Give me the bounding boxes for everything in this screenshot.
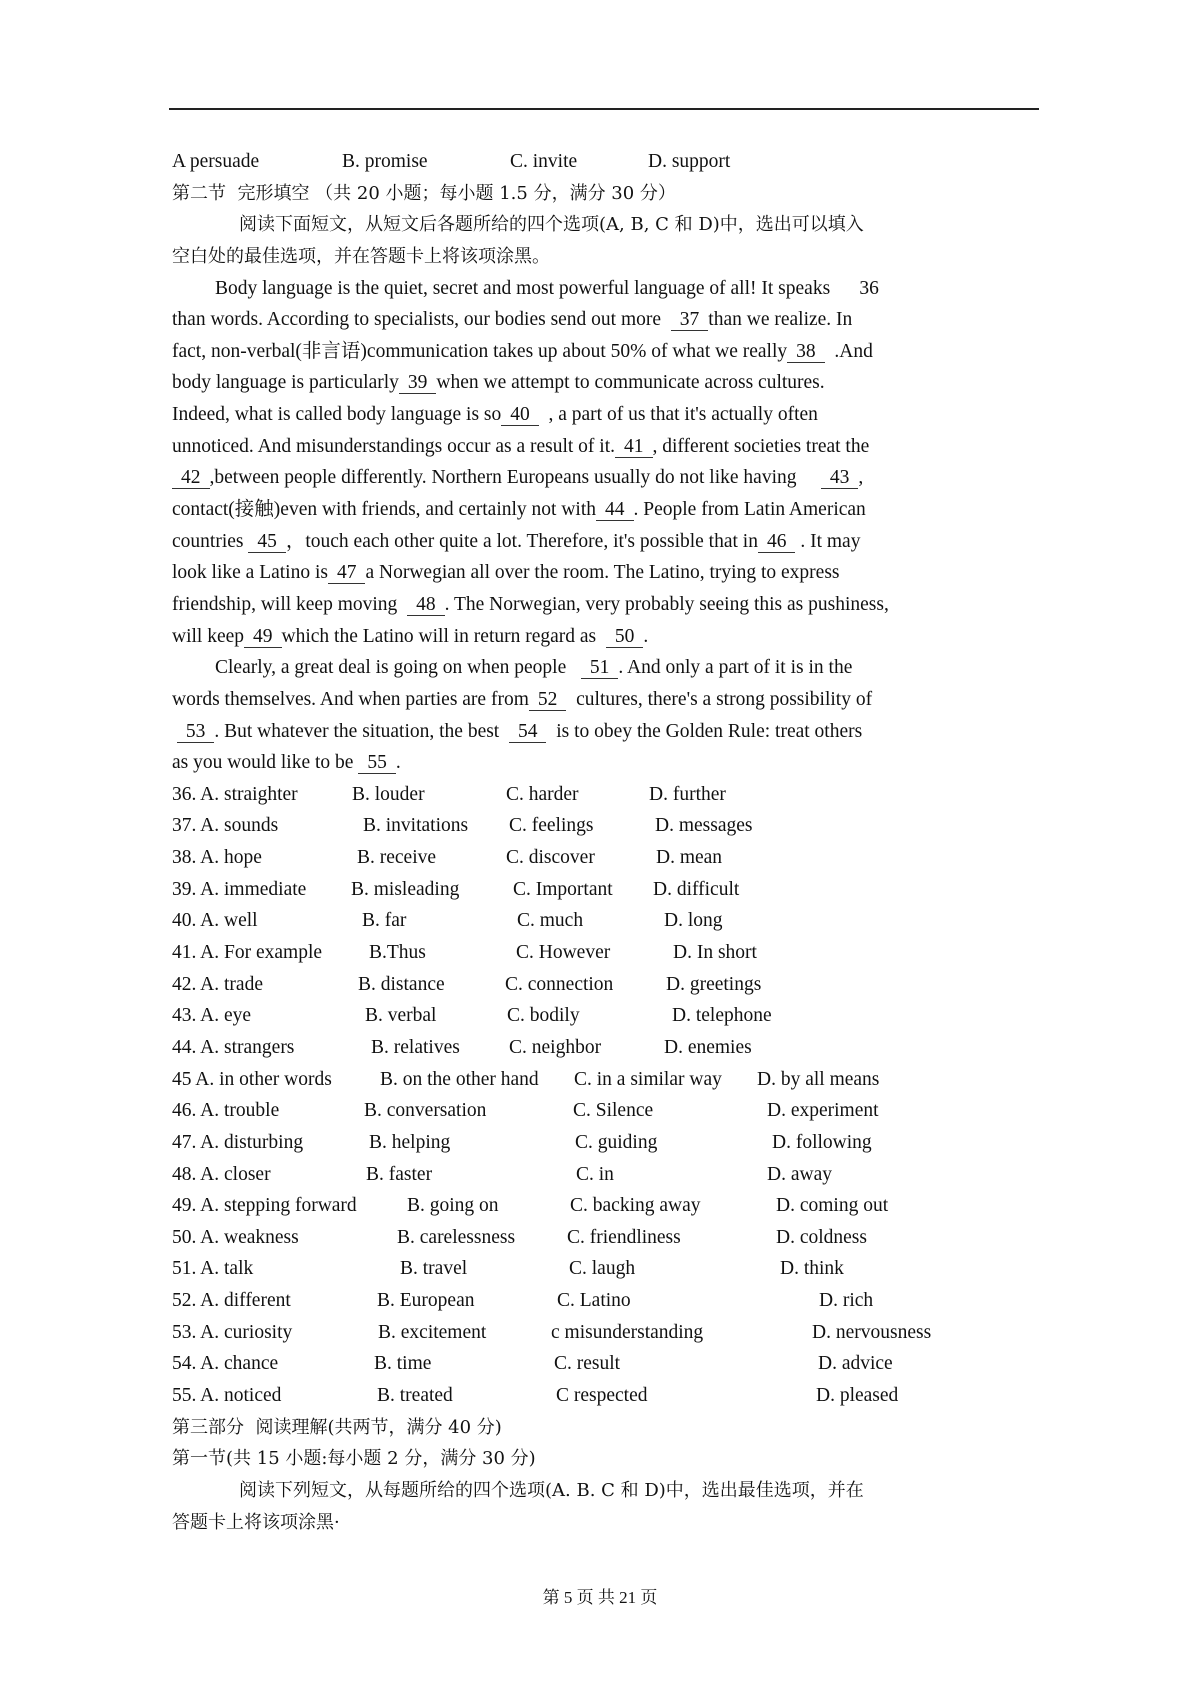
option-d: D. enemies (664, 1036, 752, 1058)
blank-49: 49 (244, 627, 282, 648)
passage-text: which the Latino will in return regard as (281, 625, 606, 647)
option-c: C. However (516, 942, 611, 964)
previous-question-options (172, 146, 1032, 178)
option-c: c misunderstanding (551, 1321, 704, 1343)
option-a: 51. A. talk (172, 1258, 254, 1280)
option-b: B. faster (366, 1163, 433, 1185)
option-a: 44. A. strangers (172, 1036, 295, 1058)
passage-text: . But whatever the situation, the best (214, 720, 509, 742)
blank-45: 45 (248, 532, 286, 553)
passage-text: body language is particularly (172, 372, 399, 394)
option-b: B. conversation (364, 1100, 487, 1122)
option-c: C. result (554, 1353, 621, 1375)
passage-text: when we attempt to communicate across cultures. (436, 372, 825, 394)
option-a: 38. A. hope (172, 847, 262, 869)
passage-text: , a part of us that it's actually often (538, 404, 818, 426)
passage-line (172, 273, 1032, 305)
passage-text: , different societies treat the (652, 435, 870, 457)
question-row (172, 1285, 1032, 1317)
option-c: C. neighbor (509, 1036, 602, 1058)
option-d: D. messages (655, 815, 753, 837)
option-b: B. excitement (378, 1321, 487, 1343)
option-b: B. time (374, 1353, 432, 1375)
option-c: C. Latino (557, 1290, 631, 1312)
question-options-list (172, 779, 1032, 1412)
question-row (172, 1032, 1032, 1064)
option-d: D. further (649, 783, 726, 805)
passage-text: will keep (172, 625, 245, 647)
option-d: D. telephone (672, 1005, 772, 1027)
page-content (172, 146, 1032, 1538)
blank-39: 39 (399, 373, 437, 394)
question-row (172, 1348, 1032, 1380)
passage-line (172, 336, 1032, 368)
question-row (172, 1222, 1032, 1254)
option-c: C. guiding (575, 1131, 658, 1153)
option-a: 43. A. eye (172, 1005, 252, 1027)
question-row (172, 1064, 1032, 1096)
passage-text: look like a Latino is (172, 562, 328, 584)
passage-text: . And only a part of it is in the (618, 657, 853, 679)
passage-line (172, 494, 1032, 526)
blank-52: 52 (529, 690, 567, 711)
passage-text: ，touch each other quite a lot. Therefore, it's possible that in (285, 530, 758, 552)
passage-line (172, 747, 1032, 779)
option-a: 41. A. For example (172, 942, 323, 964)
option-d: D. rich (819, 1290, 874, 1312)
option-a: 46. A. trouble (172, 1100, 280, 1122)
passage-text: Clearly, a great deal is going on when people (215, 657, 581, 679)
option-a: 45 A. in other words (172, 1068, 332, 1090)
passage-line (172, 462, 1032, 494)
option-c: C. feelings (509, 815, 594, 837)
passage-text: friendship, will keep moving (172, 593, 408, 615)
blank-47: 47 (328, 563, 366, 584)
instructions-line: 阅读下列短文，从每题所给的四个选项(A. B. C 和 D)中，选出最佳选项，并在 (239, 1479, 864, 1501)
option-c: C. discover (506, 847, 595, 869)
option-b: B. relatives (371, 1036, 460, 1058)
question-row (172, 1380, 1032, 1412)
option-c: C. connection (505, 973, 614, 995)
passage-line (172, 621, 1032, 653)
option-a: 49. A. stepping forward (172, 1195, 357, 1217)
option-a: 53. A. curiosity (172, 1321, 293, 1343)
passage-line (172, 589, 1032, 621)
option-b: B. promise (342, 151, 428, 172)
option-a: 50. A. weakness (172, 1226, 299, 1248)
passage-line (172, 304, 1032, 336)
passage-text: is to obey the Golden Rule: treat others (546, 720, 863, 742)
option-b: B. receive (357, 847, 437, 869)
passage-text: cultures, there's a strong possibility of (566, 688, 873, 710)
option-c: C. much (517, 910, 584, 932)
question-row (172, 1000, 1032, 1032)
passage-text: Indeed, what is called body language is so (172, 404, 502, 426)
passage-text: Body language is the quiet, secret and most powerful language of all! It speaks 36 (215, 277, 879, 299)
passage-text: . (395, 752, 401, 774)
option-c: C. backing away (570, 1195, 701, 1217)
question-row (172, 937, 1032, 969)
option-b: B. distance (358, 973, 445, 995)
blank-41: 41 (615, 437, 653, 458)
blank-55: 55 (358, 753, 396, 774)
question-row (172, 1253, 1032, 1285)
blank-42: 42 (172, 468, 210, 489)
cloze-passage (172, 273, 1032, 779)
question-row (172, 1190, 1032, 1222)
option-c: C. friendliness (567, 1226, 681, 1248)
passage-line (172, 367, 1032, 399)
option-b: B. invitations (363, 815, 469, 837)
passage-text: unnoticed. And misunderstandings occur as a result of it. (172, 435, 615, 457)
blank-54: 54 (509, 722, 547, 743)
passage-text: . It may (795, 530, 861, 552)
option-c: C. Important (513, 878, 613, 900)
passage-line (172, 557, 1032, 589)
question-row (172, 905, 1032, 937)
option-b: B. far (362, 910, 407, 932)
option-d: D. nervousness (812, 1321, 932, 1343)
passage-text: ,between people differently. Northern Europeans usually do not like having (209, 467, 821, 489)
option-a: 40. A. well (172, 910, 258, 932)
question-row (172, 1095, 1032, 1127)
option-a: A persuade (172, 151, 260, 172)
option-b: B. going on (407, 1195, 499, 1217)
blank-38: 38 (787, 342, 825, 363)
option-b: B. misleading (351, 878, 460, 900)
section-heading: 第二节 完形填空 （共 20 小题；每小题 1.5 分，满分 30 分） (172, 182, 676, 204)
option-c: C. in a similar way (574, 1068, 722, 1090)
option-a: 48. A. closer (172, 1163, 271, 1185)
part-heading: 第三部分 阅读理解(共两节，满分 40 分) (172, 1416, 502, 1438)
option-c: C. Silence (573, 1100, 654, 1122)
blank-48: 48 (407, 595, 445, 616)
option-c: C respected (556, 1384, 648, 1406)
question-row (172, 779, 1032, 811)
blank-43: 43 (821, 468, 859, 489)
option-b: B. on the other hand (380, 1068, 539, 1090)
blank-46: 46 (758, 532, 796, 553)
option-d: D. by all means (757, 1068, 880, 1090)
passage-text: . The Norwegian, very probably seeing this as pushiness, (444, 593, 889, 615)
option-d: D. pleased (816, 1384, 899, 1406)
passage-text: fact, non-verbal(非言语)communication takes up about 50% of what we really (172, 340, 788, 362)
option-d: D. away (767, 1163, 832, 1185)
question-row (172, 1159, 1032, 1191)
passage-line (172, 399, 1032, 431)
passage-line (172, 526, 1032, 558)
passage-text: , (858, 467, 864, 489)
option-b: B. treated (377, 1384, 453, 1406)
header-rule (169, 108, 1039, 110)
option-b: B. European (377, 1290, 475, 1312)
option-d: D. coldness (776, 1226, 867, 1248)
option-d: D. greetings (666, 973, 762, 995)
instructions-line: 答题卡上将该项涂黑· (172, 1511, 340, 1533)
passage-text: a Norwegian all over the room. The Latino, trying to express (365, 562, 840, 584)
option-b: B. travel (400, 1258, 468, 1280)
passage-text: as you would like to be (172, 752, 359, 774)
option-d: D. In short (673, 942, 757, 964)
option-b: B. verbal (365, 1005, 437, 1027)
blank-51: 51 (581, 658, 619, 679)
option-d: D. long (664, 910, 723, 932)
option-c: C. laugh (569, 1258, 636, 1280)
passage-line (172, 431, 1032, 463)
passage-text: than we realize. In (708, 309, 853, 331)
passage-text: contact(接触)even with friends, and certainly not with (172, 499, 596, 521)
instructions-line: 空白处的最佳选项，并在答题卡上将该项涂黑。 (172, 245, 550, 267)
blank-37: 37 (671, 310, 709, 331)
passage-text: .And (824, 340, 873, 362)
option-b: B. helping (369, 1131, 451, 1153)
option-c: C. in (576, 1163, 614, 1185)
option-d: D. difficult (653, 878, 740, 900)
option-a: 37. A. sounds (172, 815, 279, 837)
passage-text: . (643, 625, 649, 647)
passage-text: than words. According to specialists, our bodies send out more (172, 309, 671, 331)
instructions-line: 阅读下面短文，从短文后各题所给的四个选项(A, B, C 和 D)中，选出可以填入 (239, 214, 864, 236)
option-a: 47. A. disturbing (172, 1131, 304, 1153)
option-d: D. mean (656, 847, 723, 869)
option-d: D. think (780, 1258, 844, 1280)
option-c: C. bodily (507, 1005, 580, 1027)
option-d: D. support (648, 151, 731, 172)
option-b: B. louder (352, 783, 425, 805)
passage-text: countries (172, 530, 249, 552)
passage-text: . People from Latin American (633, 499, 866, 521)
blank-40: 40 (501, 405, 539, 426)
option-a: 55. A. noticed (172, 1384, 282, 1406)
option-d: D. advice (818, 1353, 893, 1375)
option-c: C. harder (506, 783, 579, 805)
section-heading: 第一节(共 15 小题:每小题 2 分，满分 30 分) (172, 1448, 536, 1470)
option-b: B.Thus (369, 942, 426, 964)
passage-text: words themselves. And when parties are from (172, 688, 529, 710)
option-d: D. coming out (776, 1195, 889, 1217)
option-a: 39. A. immediate (172, 878, 307, 900)
question-row (172, 810, 1032, 842)
question-row (172, 874, 1032, 906)
option-a: 54. A. chance (172, 1353, 279, 1375)
question-row (172, 842, 1032, 874)
question-row (172, 969, 1032, 1001)
option-a: 52. A. different (172, 1290, 291, 1312)
option-b: B. carelessness (397, 1226, 516, 1248)
question-row (172, 1317, 1032, 1349)
blank-53: 53 (177, 722, 215, 743)
page-number: 第 5 页 共 21 页 (542, 1588, 658, 1607)
option-d: D. experiment (767, 1100, 879, 1122)
passage-line (172, 652, 1032, 684)
option-d: D. following (772, 1131, 872, 1153)
passage-line (172, 684, 1032, 716)
blank-44: 44 (596, 500, 634, 521)
passage-line (172, 716, 1032, 748)
question-row (172, 1127, 1032, 1159)
blank-50: 50 (606, 627, 644, 648)
option-c: C. invite (510, 151, 578, 172)
option-a: 36. A. straighter (172, 783, 298, 805)
option-a: 42. A. trade (172, 973, 263, 995)
